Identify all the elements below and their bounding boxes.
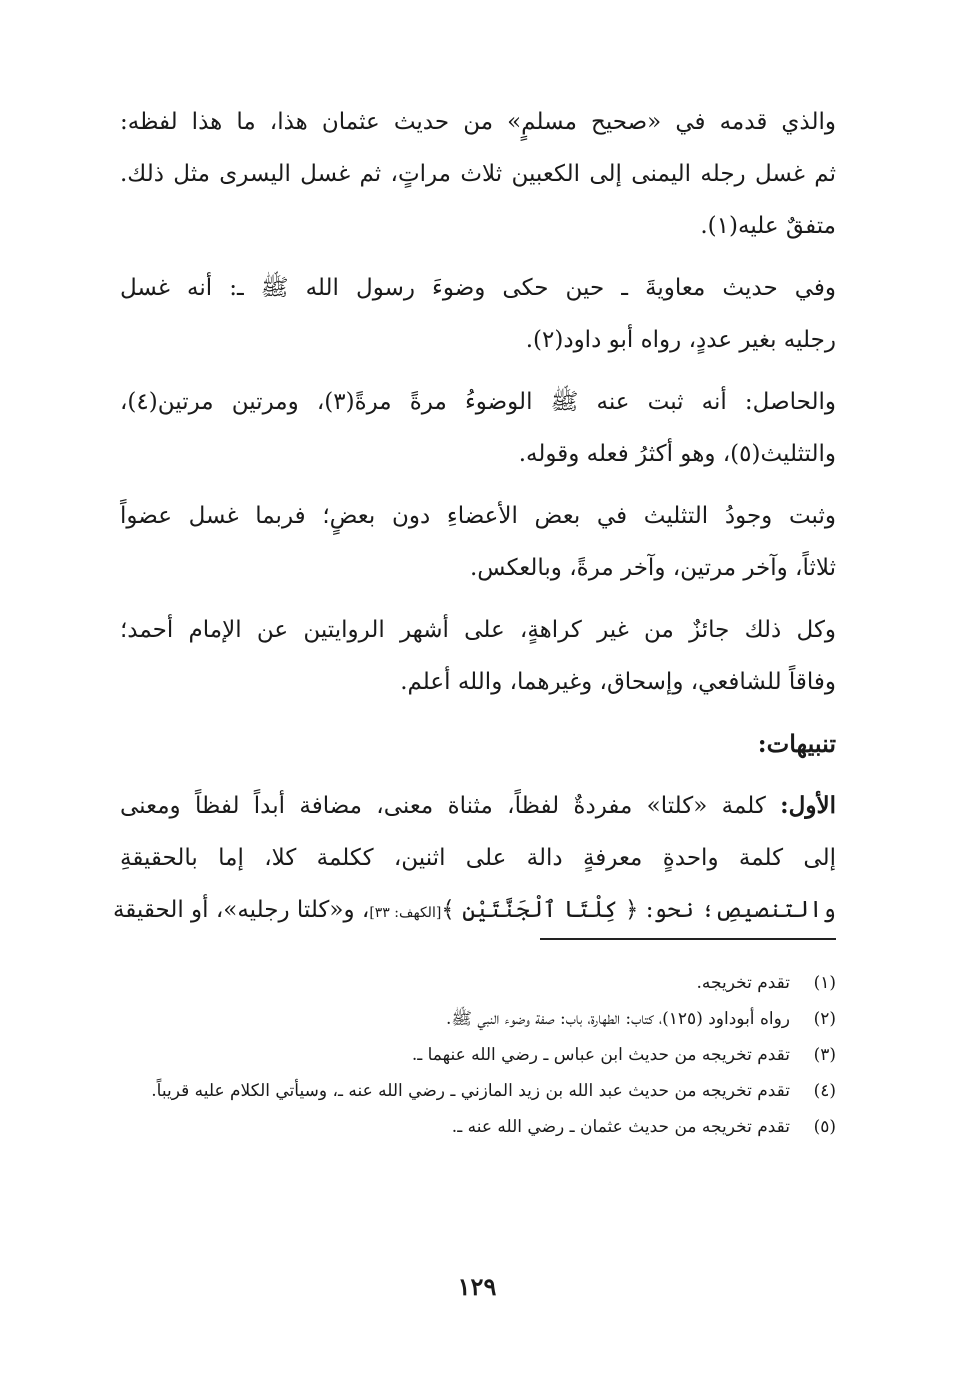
footnote: [120, 1076, 836, 1106]
text-line: وثبت وجودُ التثليث في بعض الأعضاءِ دون بعضٍ؛ فربما غسل عضواً: [120, 503, 836, 529]
notice-lead: الأول:: [780, 792, 836, 819]
text-line: والتثليث(٥)، وهو أكثرُ فعله وقوله.: [518, 441, 836, 467]
text-line: متفقٌ عليه(١).: [700, 213, 836, 239]
text-line: وفاقاً للشافعي، وإسحاق، وغيرهما، والله أعلم.: [400, 669, 836, 695]
paragraph-permissible: [120, 604, 836, 708]
footnote: [120, 968, 836, 998]
footnote: [120, 1112, 836, 1142]
text-line: وكل ذلك جائزٌ من غير كراهةٍ، على أشهر الروايتين عن الإمام أحمد؛: [120, 617, 836, 643]
footnote: [120, 1004, 836, 1034]
quran-quote: والتنصيصِ؛ نحو: ﴿ كِلْتَا ٱلْجَنَّتَيْنِ ﴾: [441, 897, 836, 923]
text-line: إلى كلمة واحدةٍ معرفةٍ دالة على اثنين، ككلمة كلا، إما بالحقيقةِ: [120, 845, 836, 871]
footnote-number: (١): [813, 973, 836, 993]
text-line: رجليه بغير عددٍ، رواه أبو داود(٢).: [525, 327, 836, 353]
text-line: [112, 884, 836, 939]
paragraph-summary: [120, 376, 836, 480]
text-line: والحاصل: أنه ثبت عنه ﷺ الوضوءُ مرةً مرةً(٣)، ومرتين مرتين(٤)،: [120, 389, 836, 415]
footnote: [120, 1040, 836, 1070]
text-line: ثلاثاً، وآخر مرتين، وآخر مرةً، وبالعكس.: [469, 555, 836, 581]
footnote-text: تقدم تخريجه.: [696, 973, 790, 993]
page-number: ١٢٩: [457, 1272, 497, 1301]
text-line: ثم غسل رجله اليمنى إلى الكعبين ثلاث مراتٍ، ثم غسل اليسرى مثل ذلك.: [120, 161, 836, 187]
paragraph-tathlith: [120, 490, 836, 594]
main-text: [112, 96, 836, 949]
paragraph-muawiya: [120, 262, 836, 366]
footnote-divider: [540, 938, 836, 940]
footnote-number: (٤): [813, 1081, 836, 1101]
notice-line-1: كلمة «كلتا» مفردةٌ لفظاً، مثناة معنى، مضافة أبداً لفظاً ومعنى: [120, 793, 766, 819]
notice-line-3-end: ، و«كلتا رجليه»، أو الحقيقة: [112, 897, 370, 923]
footnote-text: تقدم تخريجه من حديث عبد الله بن زيد المازني ـ رضي الله عنه ـ، وسيأتي الكلام عليه قريباً.: [151, 1081, 790, 1101]
footnotes: [120, 968, 836, 1148]
paragraph-notice-first: [112, 780, 836, 939]
text-line: وفي حديث معاويةَ ـ حين حكى وضوءَ رسول الله ﷺ ـ: أنه غسل: [120, 275, 836, 301]
text-line: والذي قدمه في «صحيح مسلمٍ» من حديث عثمان هذا، ما هذا لفظه:: [120, 109, 836, 135]
section-heading: تنبيهات:: [757, 729, 836, 758]
text-line: [120, 780, 836, 832]
footnote-number: (٥): [813, 1117, 836, 1137]
footnote-number: (٣): [813, 1045, 836, 1065]
footnote-text: تقدم تخريجه من حديث ابن عباس ـ رضي الله عنهما ـ.: [411, 1045, 790, 1065]
footnote-text: رواه أبوداود (١٢٥)، كتاب: الطهارة، باب: صفة وضوء النبي ﷺ.: [446, 1009, 790, 1029]
footnote-number: (٢): [813, 1009, 836, 1029]
footnote-text: تقدم تخريجه من حديث عثمان ـ رضي الله عنه ـ.: [451, 1117, 790, 1137]
quran-reference: [الكهف: ٣٣]: [369, 905, 442, 921]
paragraph-muslim: [120, 96, 836, 252]
